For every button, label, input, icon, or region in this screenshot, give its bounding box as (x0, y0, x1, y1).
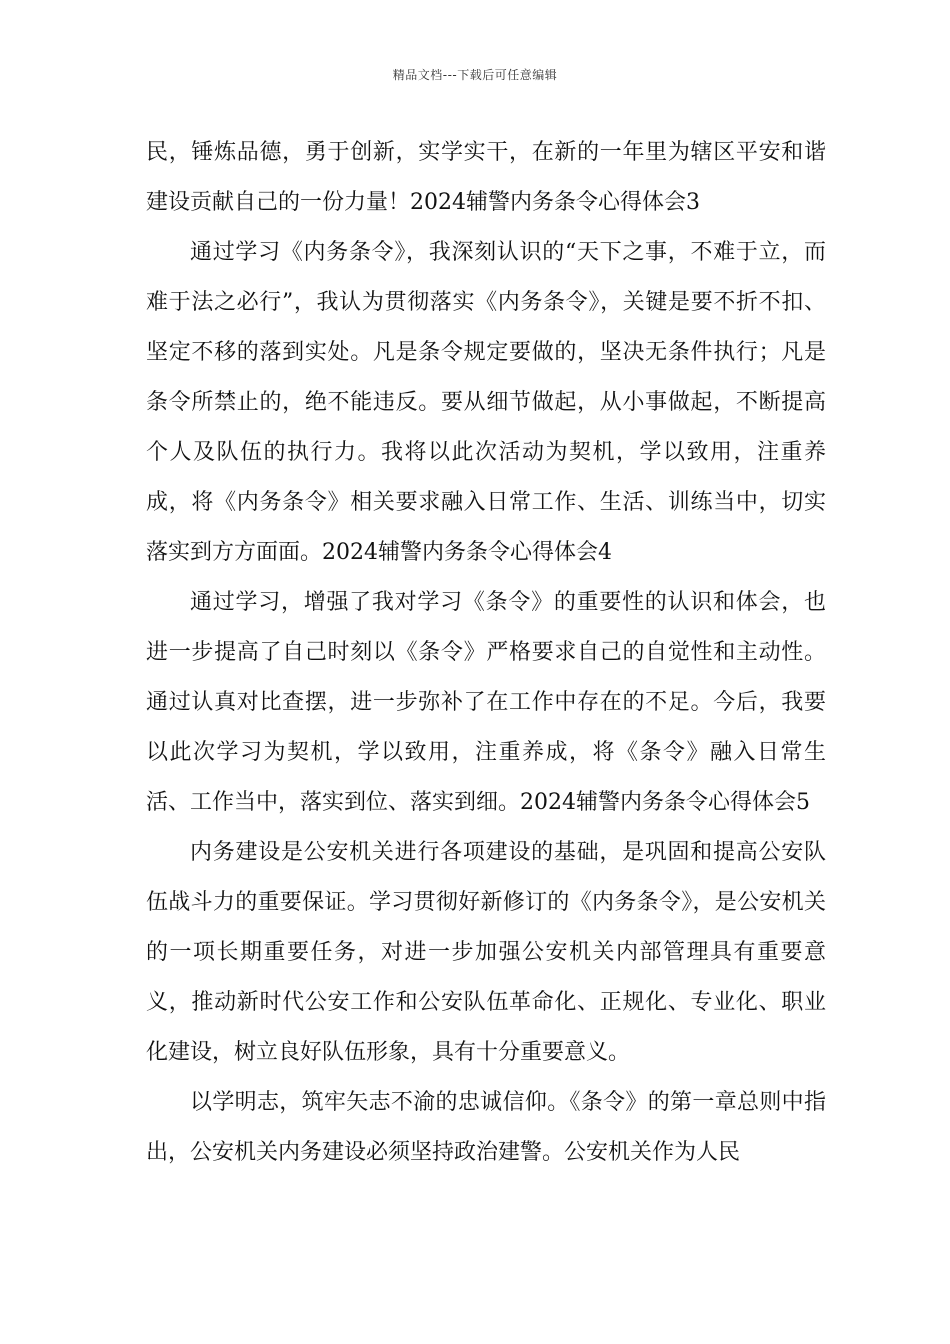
paragraph: 通过学习《内务条令》，我深刻认识的“天下之事，不难于立，而难于法之必行”，我认为贯彻落实《内务条令》，关键是要不折不扣、坚定不移的落到实处。凡是条令规定要做的，坚决无条件执行；凡是条令所禁止的，绝不能违反。要从细节做起，从小事做起，不断提高个人及队伍的执行力。我将以此次活动为契机，学以致用，注重养成，将《内务条令》相关要求融入日常工作、生活、训练当中，切实落实到方方面面。2024辅警内务条令心得体会4 (146, 240, 826, 565)
document-body (146, 128, 826, 1178)
page-header: 精品文档---下载后可任意编辑 (392, 68, 558, 82)
paragraph: 内务建设是公安机关进行各项建设的基础，是巩固和提高公安队伍战斗力的重要保证。学习贯彻好新修订的《内务条令》，是公安机关的一项长期重要任务，对进一步加强公安机关内部管理具有重要意义，推动新时代公安工作和公安队伍革命化、正规化、专业化、职业化建设，树立良好队伍形象，具有十分重要意义。 (146, 840, 826, 1065)
paragraph: 以学明志，筑牢矢志不渝的忠诚信仰。《条令》的第一章总则中指出，公安机关内务建设必须坚持政治建警。公安机关作为人民 (146, 1090, 826, 1165)
paragraph: 通过学习，增强了我对学习《条令》的重要性的认识和体会，也进一步提高了自己时刻以《条令》严格要求自己的自觉性和主动性。通过认真对比查摆，进一步弥补了在工作中存在的不足。今后，我要以此次学习为契机，学以致用，注重养成，将《条令》融入日常生活、工作当中，落实到位、落实到细。2024辅警内务条令心得体会5 (146, 590, 826, 815)
paragraph-continued: 民，锤炼品德，勇于创新，实学实干，在新的一年里为辖区平安和谐建设贡献自己的一份力量！2024辅警内务条令心得体会3 (146, 140, 826, 215)
